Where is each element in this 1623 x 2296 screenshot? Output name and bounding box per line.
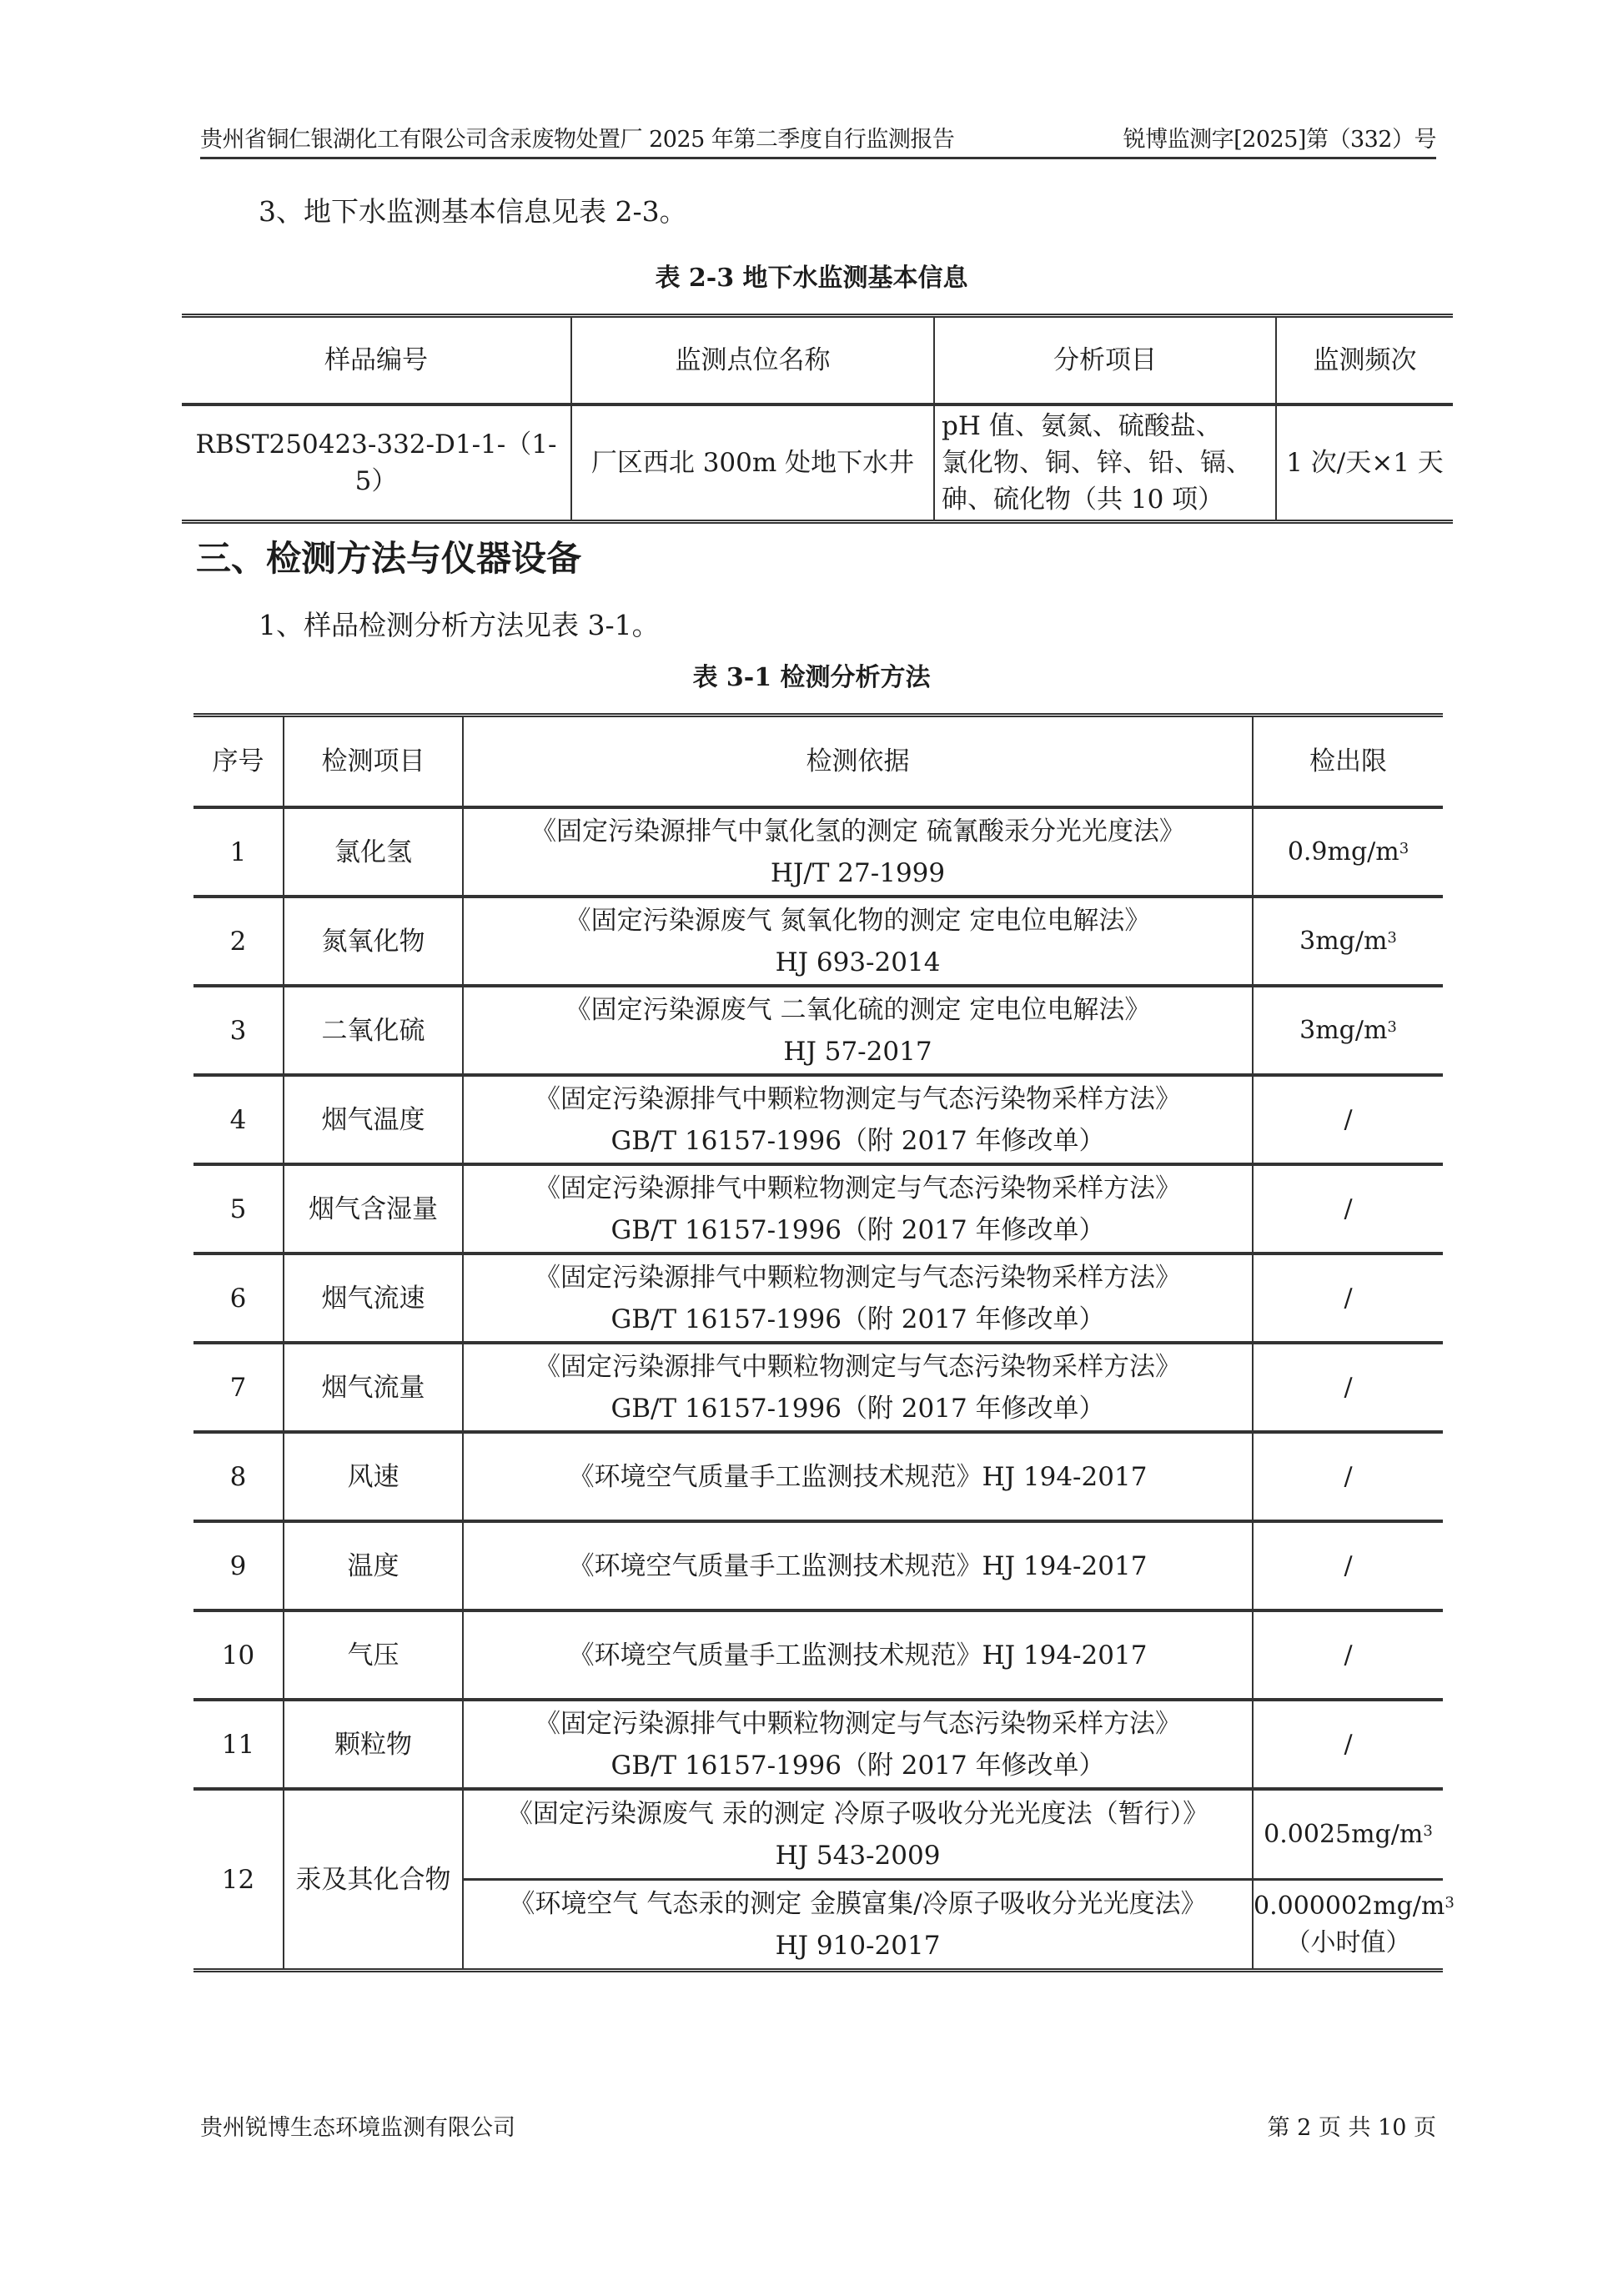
basis-line: 《固定污染源废气 二氧化硫的测定 定电位电解法》 [565, 994, 1151, 1025]
limit-cell [1253, 1700, 1443, 1789]
limit-value-line [1254, 923, 1443, 960]
table-row [193, 807, 1443, 897]
column-header: 检测项目 [284, 716, 463, 808]
limit-value-line [1254, 1888, 1455, 1925]
limit-exponent: 3 [1387, 1017, 1397, 1036]
table-row [193, 1700, 1443, 1789]
limit-cell [1253, 1789, 1443, 1880]
sample-id-cell: RBST250423-332-D1-1-（1-5） [182, 404, 571, 522]
row-number: 10 [193, 1610, 284, 1700]
analysis-items-line: pH 值、氨氮、硫酸盐、 [942, 411, 1222, 441]
basis-line: 《环境空气质量手工监测技术规范》HJ 194-2017 [568, 1461, 1148, 1492]
limit-cell [1253, 807, 1443, 897]
analysis-items-line: 氯化物、铜、锌、铅、镉、 [942, 448, 1252, 478]
basis-line: 《固定污染源排气中颗粒物测定与气态污染物采样方法》 [535, 1262, 1181, 1293]
basis-line: HJ/T 27-1999 [770, 857, 946, 888]
test-item: 烟气含湿量 [284, 1164, 463, 1254]
row-number: 1 [193, 807, 284, 897]
limit-cell [1253, 1075, 1443, 1164]
report-number: 锐博监测字[2025]第（332）号 [1123, 127, 1436, 153]
test-item: 氯化氢 [284, 807, 463, 897]
test-item: 颗粒物 [284, 1700, 463, 1789]
test-item: 二氧化硫 [284, 986, 463, 1075]
basis-line: 《固定污染源排气中颗粒物测定与气态污染物采样方法》 [535, 1083, 1181, 1114]
analysis-items-cell [934, 404, 1276, 522]
location-cell: 厂区西北 300m 处地下水井 [571, 404, 934, 522]
basis-line: HJ 543-2009 [775, 1840, 941, 1871]
basis-cell [463, 1789, 1253, 1880]
test-item: 氮氧化物 [284, 897, 463, 986]
basis-line: 《环境空气 气态汞的测定 金膜富集/冷原子吸收分光光度法》 [509, 1888, 1207, 1919]
basis-cell [463, 1164, 1253, 1254]
limit-value: / [1344, 1104, 1353, 1134]
limit-value-line [1254, 1280, 1443, 1317]
test-item: 汞及其化合物 [284, 1789, 463, 1971]
basis-line: 《环境空气质量手工监测技术规范》HJ 194-2017 [568, 1550, 1148, 1581]
basis-line: 《固定污染源废气 氮氧化物的测定 定电位电解法》 [565, 905, 1151, 936]
table-row [193, 897, 1443, 986]
limit-value: 0.0025mg/m [1264, 1819, 1424, 1849]
column-header: 检出限 [1253, 716, 1443, 808]
footer-page-info: 第 2 页 共 10 页 [1267, 2115, 1436, 2141]
limit-value: 3mg/m [1299, 926, 1388, 956]
basis-cell [463, 1521, 1253, 1610]
table-row [193, 986, 1443, 1075]
column-header: 分析项目 [934, 316, 1276, 405]
basis-line: 《固定污染源排气中颗粒物测定与气态污染物采样方法》 [535, 1708, 1181, 1739]
test-item: 烟气温度 [284, 1075, 463, 1164]
table-row [193, 1610, 1443, 1700]
limit-cell [1253, 1254, 1443, 1343]
limit-value-line [1254, 1369, 1443, 1406]
limit-value: / [1344, 1461, 1353, 1491]
column-header: 监测频次 [1276, 316, 1453, 405]
basis-line: 《固定污染源排气中颗粒物测定与气态污染物采样方法》 [535, 1173, 1181, 1203]
limit-value-line [1254, 1637, 1443, 1674]
table-2-3-caption: 表 2-3 地下水监测基本信息 [655, 264, 968, 293]
row-number: 11 [193, 1700, 284, 1789]
table-row [193, 1521, 1443, 1610]
row-number: 6 [193, 1254, 284, 1343]
limit-value: / [1344, 1640, 1353, 1670]
row-number: 12 [193, 1789, 284, 1971]
limit-cell [1253, 1521, 1443, 1610]
row-number: 3 [193, 986, 284, 1075]
section-heading: 三、检测方法与仪器设备 [196, 538, 582, 579]
analysis-methods-table [193, 713, 1455, 1972]
limit-exponent: 3 [1387, 928, 1397, 947]
basis-cell [463, 1343, 1253, 1432]
basis-cell [463, 1432, 1253, 1521]
limit-value-line [1254, 1102, 1443, 1138]
basis-cell [463, 1075, 1253, 1164]
basis-line: HJ 57-2017 [783, 1036, 932, 1067]
row-number: 5 [193, 1164, 284, 1254]
basis-line: GB/T 16157-1996（附 2017 年修改单） [611, 1125, 1105, 1156]
limit-value-line [1254, 1816, 1443, 1853]
basis-line: 《固定污染源废气 汞的测定 冷原子吸收分光光度法（暂行）》 [506, 1798, 1209, 1829]
basis-line: GB/T 16157-1996（附 2017 年修改单） [611, 1304, 1105, 1334]
column-header: 检测依据 [463, 716, 1253, 808]
limit-value: / [1344, 1372, 1353, 1402]
basis-line: 《固定污染源排气中氯化氢的测定 硫氰酸汞分光光度法》 [530, 816, 1185, 847]
report-title: 贵州省铜仁银湖化工有限公司含汞废物处置厂 2025 年第二季度自行监测报告 [200, 127, 955, 153]
limit-value-line [1254, 1191, 1443, 1228]
limit-value: / [1344, 1729, 1353, 1759]
limit-exponent: 3 [1399, 839, 1409, 857]
table-header-row [182, 316, 1453, 405]
basis-cell [463, 1880, 1253, 1971]
table-3-1-caption: 表 3-1 检测分析方法 [692, 663, 931, 692]
limit-value-line [1254, 834, 1443, 871]
limit-cell [1253, 1880, 1455, 1971]
groundwater-intro: 3、地下水监测基本信息见表 2-3。 [259, 195, 687, 228]
footer-company: 贵州锐博生态环境监测有限公司 [200, 2115, 515, 2141]
limit-cell [1253, 1164, 1443, 1254]
limit-value: 0.9mg/m [1287, 837, 1399, 867]
basis-cell [463, 897, 1253, 986]
basis-line: GB/T 16157-1996（附 2017 年修改单） [611, 1214, 1105, 1245]
table-row [193, 1075, 1443, 1164]
limit-exponent: 3 [1423, 1821, 1433, 1840]
limit-exponent: 3 [1445, 1893, 1455, 1912]
basis-cell [463, 1254, 1253, 1343]
groundwater-info-table [182, 314, 1453, 524]
limit-value-line [1254, 1012, 1443, 1049]
running-header [200, 123, 1436, 159]
basis-line: GB/T 16157-1996（附 2017 年修改单） [611, 1393, 1105, 1424]
frequency-cell: 1 次/天×1 天 [1276, 404, 1453, 522]
limit-value-line [1254, 1459, 1443, 1495]
basis-line: HJ 910-2017 [775, 1930, 941, 1961]
row-number: 8 [193, 1432, 284, 1521]
basis-cell [463, 1700, 1253, 1789]
table-row [193, 1789, 1443, 1880]
analysis-items-line: 砷、硫化物（共 10 项） [942, 485, 1224, 515]
table-row [193, 1343, 1443, 1432]
table-row [193, 1164, 1443, 1254]
column-header: 样品编号 [182, 316, 571, 405]
basis-line: 《固定污染源排气中颗粒物测定与气态污染物采样方法》 [535, 1351, 1181, 1382]
limit-value: 3mg/m [1299, 1015, 1388, 1045]
basis-line: HJ 693-2014 [775, 947, 941, 977]
limit-value-line [1254, 1548, 1443, 1585]
limit-cell [1253, 1432, 1443, 1521]
test-item: 气压 [284, 1610, 463, 1700]
limit-value: / [1344, 1283, 1353, 1313]
test-item: 风速 [284, 1432, 463, 1521]
limit-value: 0.000002mg/m [1254, 1891, 1445, 1921]
basis-cell [463, 1610, 1253, 1700]
table-row [193, 1432, 1443, 1521]
limit-value: / [1344, 1550, 1353, 1580]
row-number: 4 [193, 1075, 284, 1164]
limit-cell [1253, 986, 1443, 1075]
table-row [182, 404, 1453, 522]
row-number: 9 [193, 1521, 284, 1610]
basis-line: 《环境空气质量手工监测技术规范》HJ 194-2017 [568, 1640, 1148, 1671]
limit-cell [1253, 1343, 1443, 1432]
table-row [193, 1254, 1443, 1343]
limit-cell [1253, 897, 1443, 986]
table-header-row [193, 716, 1443, 808]
basis-cell [463, 986, 1253, 1075]
methods-intro: 1、样品检测分析方法见表 3-1。 [259, 609, 660, 641]
column-header: 序号 [193, 716, 284, 808]
basis-cell [463, 807, 1253, 897]
limit-value-line [1254, 1726, 1443, 1763]
basis-line: GB/T 16157-1996（附 2017 年修改单） [611, 1750, 1105, 1781]
row-number: 7 [193, 1343, 284, 1432]
test-item: 温度 [284, 1521, 463, 1610]
limit-cell [1253, 1610, 1443, 1700]
limit-value: / [1344, 1193, 1353, 1223]
row-number: 2 [193, 897, 284, 986]
test-item: 烟气流量 [284, 1343, 463, 1432]
column-header: 监测点位名称 [571, 316, 934, 405]
limit-note: （小时值） [1285, 1927, 1411, 1957]
test-item: 烟气流速 [284, 1254, 463, 1343]
